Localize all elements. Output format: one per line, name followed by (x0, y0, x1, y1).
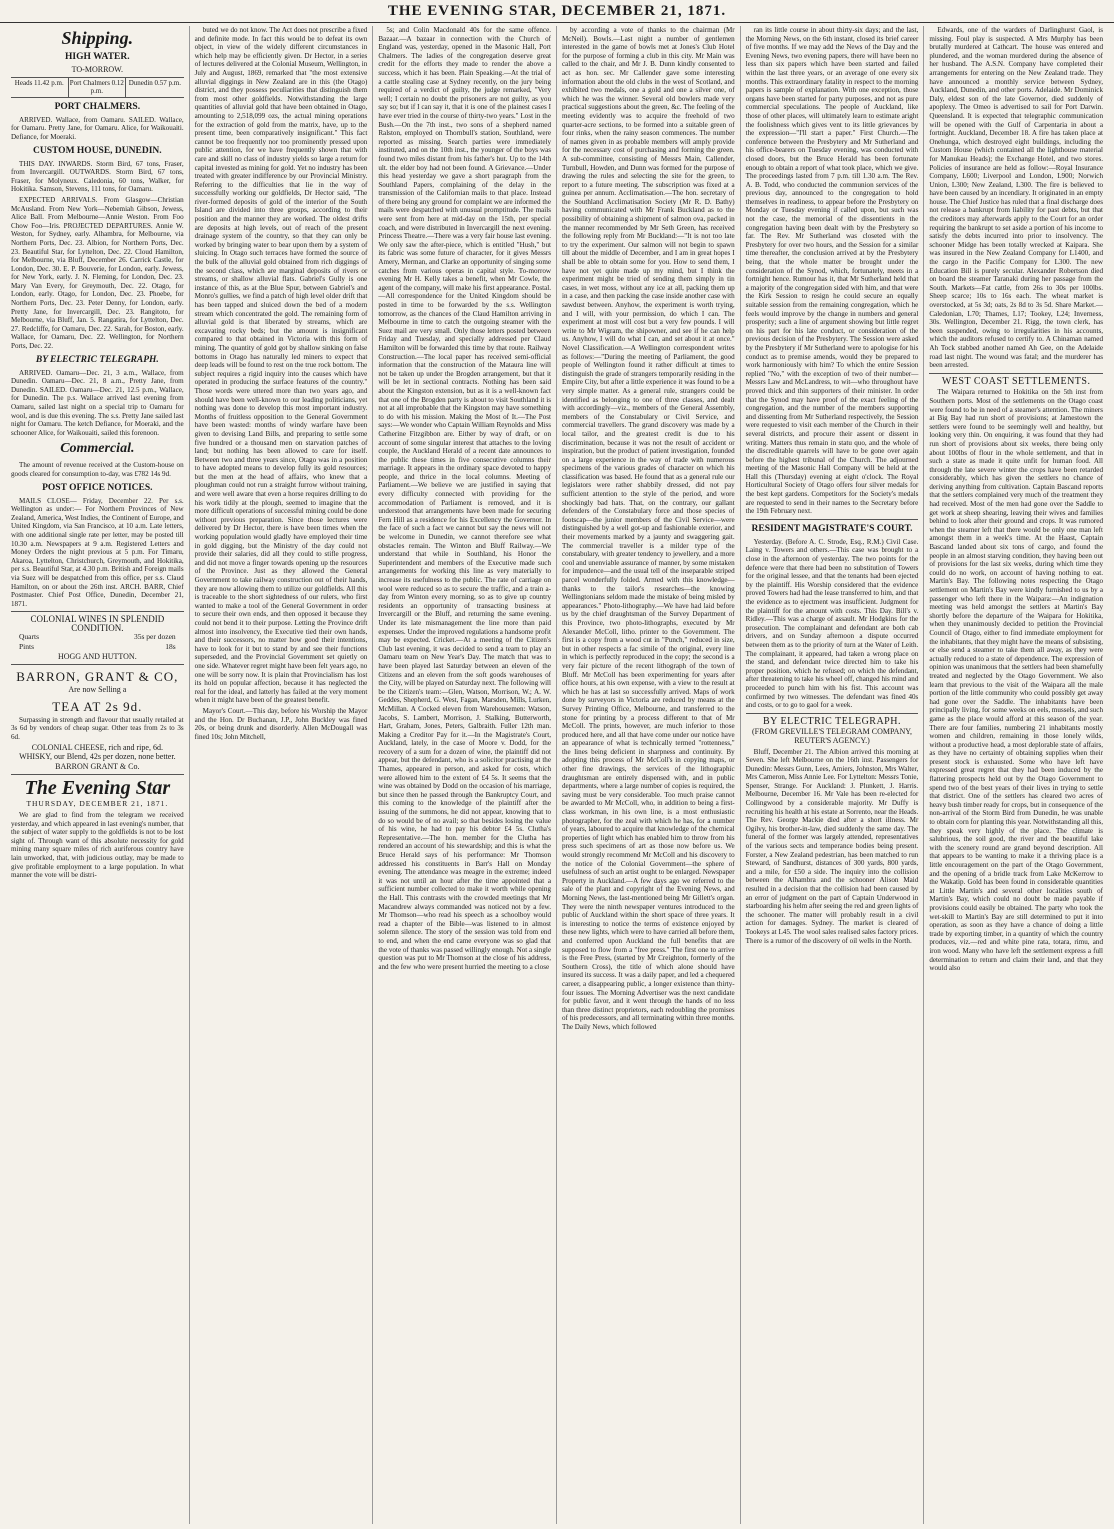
pints-label: Pints (19, 642, 35, 652)
editorial-continued: buted we do not know. The Act does not prescribe a fixed and definite mode. In fact this would be to defeat its own object, in view of the widely different circumstances in which help may be efficiently given. Dr Hector, in a series of lectures delivered at the Colonial Museum, Wellington, in July and August, 1869, remarked that "the most extensive alluvial diggings in New Zealand are in this (the Otago) district, and they possess peculiarities that distinguish them from most other goldfields. Notwithstanding the large quantities of alluvial gold that have been obtained in Otago, amounting to 2,518,099 ozs, the actual mining operations for the extraction of gold from the matrix, have, up to the present time, been comparatively insignificant." This fact cannot be too frequently nor too prominently pressed upon public attention, for we have frequently shown that with care and skill no class of industry yields so large a return for capital invested as mining for gold. Yet no industry has been treated with greater indifference by our Provincial Ministry. Referring to the difficulties that lie in the way of successfully working our goldfields, Dr Hector said, "The river-formed deposits of gold of the interior of the South Island are divided into three groups, according to their position and the manner they are worked. The oldest drifts are deposits at high levels, out of reach of the present drainage system of the country, so that they can only be worked by bringing water to bear upon them by a system of sluicing. In Otago such terraces have formed the source of the bulk of the alluvial gold obtained from rich diggings of the second class, which are marginal deposits of rivers or streams, or shallow alluvial flats. Gabriel's Gully is one instance of this, as at the Blue Spur, between Gabriel's and Monro's gullies, we find a patch of high level older drift that has been tapped and sluiced down the bed of a modern stream which concentrated the gold. The remaining form of alluvial gold is that liberated by streams, which are excavating rocky beds; but the amount is insignificant compared to that obtained in Victoria with this form of mining. The quantity of gold got by shallow sinking on false bottoms in Otago has naturally led miners to expect that deep leads will be found to rest on the true rock bottom. The subject requires a rigid inquiry into the causes which have operated in producing the surface features of the country." Those words were uttered more than two years ago, and should have been well-known to our leading politicians, yet nothing was done to develop this most important industry. Months of fruitless opposition to the General Government have been wasted: months of windy warfare have been given to devising Land Bills, and preparing to settle some five hundred or a thousand men on starvation patches of land; but nothing has been allowed to care for itself. Between two and three years since, Otago was in a position to have adopted means to develop fully its gold resources; but the men at the head of affairs, who knew that a ploughman could not run a straight furrow without training, and were well aware that even a horse requires drilling to do his work tidily at the plough, seemed to imagine that the more difficult operations of successful mining could be done without previous preparation. Since those lectures were delivered by Dr Hector, there is have been times when the working population would gladly have employed their time in gold digging, but the Ministry of the day could not provide their salaries, did all they could to stifle progress, and did not move a finger towards opening up the resources of the Province. Just as they allowed the General Government to take railway construction out of their hands, they are now allowing them to utilize our goldfields. All this is traceable to the short sightedness of our rulers, who first wanted to make a tool of the General Government in order to secure their own ends, and then opposed it because they could not bend it to their purpose. Letting the Province drift almost into insolvency, the Executive tied their own hands, and their successors, no matter how good their intentions, have to look for it but to stand by and see their functions superseded, and the Provincial Government set quietly on one side. Whatever regret might have been felt years ago, no one will be sorry now. It is plain that Provincialism has lost its hold on popular affection, because it has neglected the real for the ideal, and latterly has failed at the very moment when it might have been of the greatest benefit. (194, 26, 368, 705)
divider (11, 774, 184, 775)
commercial-text: The amount of revenue received at the Custom-house on goods cleared for consumption to-day, was £782 14s 9d. (11, 461, 184, 478)
local-news: 5s; and Colin Macdonald 40s for the same offence. Bazaar.—A bazaar in connection with the Church of England was, yesterday, opened in the Masonic Hall, Port Chalmers. The ladies of the congregation deserve great credit for the efforts they made to render the above a success, which it has been. Plain Speaking.—At the trial of a cattle stealing case at Sydney recently, on the jury being required of a verdict of guilty, the judge remarked, "Very well; I certain no doubt the prisoners are not guilty, as you say so; but if I can say it, that it is one of the plainest cases I have ever tried in the course of thirty-two years." Lost in the Bush.—On the 7th inst., two sons of a shepherd named Ralston, employed on Thornbull's station, Southland, were reported as missing. Search parties were immediately instituted, and on the 10th inst., the younger of the boys was found two miles distant from his father's hut. Up to the 14th ult. the elder boy had not been found. A Grievance.—Under this head yesterday we gave a short paragraph from the Southland Papers, complaining of the delay in the transmission of the Californian mails to that place. Instead of there being any ground for complaint we are informed the mails were despatched with unusual promptitude. The mails were sent from here at mid-day on the 15th, per special coach, and were distributed in Invercargill the next evening. Princess Theatre.—There was a very fair house last evening. We only saw the after-piece, which is entitled "Hush," but its fabric was some future of character, for it gives Messrs Amery, Merman, and Clarke an opportunity of singing some catches from various operas in capital style. To-morrow evening Mr H. Kelly takes a benefit, when Mr Cowle, the agent of the company, will make his first appearance. Postal.—All correspondence for the United Kingdom should be posted in time to be forwarded by the s.s. Wellington tomorrow, as the chances of the Claud Hamilton arriving in Melbourne in time to catch the outgoing steamer with the Suez mail are very small. Only those letters posted between Friday and Tuesday, and specially addressed per Claud Hamilton will be forwarded this time by that route. Railway Construction.—The local paper has received semi-official information that the construction of the Mataura line will not be taken up under the Brogden arrangement, but that it will be let in sectional contracts. Nothing has been said about the Kingston extension, but as it is a well-known fact that one of the Brogden party is about to visit Southland it is not at all improbable that the Kingston may have something to do with his mission. Making the Most of It.—The Post says:—We wonder who Captain William Reynolds and Miss Catherine Fitzgibbon are. Either by way of draft, or on account of some singular interest that attaches to the loving couple, the Auckland Herald of a recent date announces to the public these times in five consecutive columns their marriage. It appears in the ordinary space devoted to happy people, and thrice in the local columns. Meeting of Parliament.—We believe we are justified in saying that every difficulty connected with providing for the accommodation of Parliament is removed, and it is understood that arrangements have been made for securing Fern Hill as a residence for his Excellency the Governor. In the face of such a fact we cannot but say the news will not be welcome in Dunedin, we cannot therefore see what obstacles remain. The Winton and Bluff Railway.—We understand that while in Southland, his Honor the Superintendent and members of the Executive made such arrangements for working this line as very materially to increase its usefulness to the public. The rate of carriage on wool were reduced so as to secure the traffic, and a train a-day from Winton every morning, so as to give up country residents an opportunity of transacting business at Invercargill or the Bluff, and returning the same evening. Under its late mismanagement the line more than paid expenses. Under the improved regulations a handsome profit may be expected. Cricket.—At a meeting of the Citizen's Club last evening, it was decided to send a team to play an Oamaru team on New Year's Day. The match that was to have been played last Saturday between an eleven of the Citizens and an eleven from the soft goods warehouses of the City, will be played on Saturday next. The following will be the Citizen's team:—Glen, Watson, Morrison, W.; A. W. Geddes, Shepherd, G. West, Fagan, Marsden, Mills, Lurken, McMillan. A Cocked eleven from Warehousemen: Watson, Jacobs, S. Lambert, Morrison, J. Stalking, Butterworth, Hart, Graham, Jones, Peters, Galbraith. Fuller 12th man. Making a Creditor Pay for it.—In the Magistrate's Court, Auckland, lately, in the case of Moore v. Dodd, for the recovery of a sum for a dozen of wine, the plaintiff did not appear, but the defendant, who is a solicitor practising at the Thames, appeared in person, and asked for costs, which were allowed him to the extent of £4 5s. It seems that the wine was obtained by Dodd on the occasion of his marriage, but since then he passed through the Bankruptcy Court, and this coming to the knowledge of the plaintiff after the issuing of the summons, he did not appear, knowing that to do so would be of no avail; so that besides losing the value of his wine, he had to pay his debtor £4 5s. Clutha's Representative.—The hon. member for the Clutha has rendered an account of his stewardship; and this is what the Bruce Herald says of his performance: Mr Thomson addressed his constituents in Barr's Hall on Monday evening. The attendance was meagre in the extreme; indeed it was not until an hour after the time appointed that a sufficient number collected to make it worth while opening the Hall. This contrasts with the crowded meetings that Mr Macandrew always commanded was noticed not by a few. Mr Thomson—who read his speech as a schoolboy would read a chapter of the Bible—was listened to in almost solemn silence. The story of the session was told from end to end, and when the end came everyone was so glad that the vote of thanks was passed willingly enough. Not a single question was put to Mr Thomson at the close of his address, and the few who were present hurried the meeting to a close (378, 26, 551, 971)
selling-line: Are now Selling a (68, 685, 127, 695)
port-arrivals: ARRIVED. Wallace, from Oamaru. SAILED. Wallace, for Oamaru. Pretty Jane, for Oamaru. Alice, for Waikouaiti. Defiance, for Moeraki. (11, 115, 184, 141)
post-office-heading: POST OFFICE NOTICES. (42, 482, 153, 493)
column-5 (741, 26, 925, 1524)
local-news-continued: by according a vote of thanks to the chairman (Mr McNeil). Bowls.—Last night a number of gentlemen interested in the game of bowls met at Jones's Club Hotel for the purpose of forming a club in this city. Mr Main was called to the chair, and Mr J. B. Dunn kindly consented to act as hon. sec. Mr Callender gave some interesting information about the old clubs in the west of Scotland, and exhibited two medals, one a gold and one a silver one, of which he was the winner. Several old bowlers made very practical suggestions about the green, &c. The feeling of the meeting evidently was to acquire the freehold of two quarter-acre sections, to be formed into a suitable green of four rinks, when the rainy season commences. The number of names given in as probable members will amply provide for the necessary cost of purchasing and forming the green. A sub-committee, consisting of Messrs Main, Callender, Turnbull, Howden, and Dunn was formed for the purpose of drawing the rules and selecting the site for the green, to report to a future meeting. The subscription was fixed at a guinea per annum. Acclimatisation.—The hon. secretary of the Southland Acclimatisation Society (Mr R. D. Bathy) having communicated with Mr Frank Buckland as to the possibility of obtaining a shipment of salmon ova, packed in the manner recommended by Mr Seth Green, has received the following reply from Mr Buckland:—"It is not too late to try the experiment. Our salmon will not begin to spawn till about the middle of December, and I am in great hopes I shall be able to obtain some for you. How to send them, I have not yet quite made up my mind, but I think the experiment might be tried of sending them simply in tin cases, in wet moss, without any ice at all, packing them up in a case, and then packing the case inside another case with sawdust between. Anyhow, the experiment is worth trying, and I will, with your permission, do which I can. The experiment at most will cost but a very few pounds. I will write to Mr Wigram, the shipowner, and see if he can help us. Anyhow, I will do what I can, and set about it at once." Novel Classification.—A Wellington correspondent writes as follows:—"During the meeting of Parliament, the good people of Wellington found it rather difficult at times to distinguish the grade of strangers temporarily residing in the Empire City, but after a little experience it was found to be a very simple matter. As a general rule, strangers could be identified as belonging to one of three classes, and dealt with accordingly—viz., members of the General Assembly, members of the Constabulary or Civil Service, and commercial travellers. The grand discovery was made by a local tailor, and the greatest credit is due to his discrimination, because it was not the result of accident or inspiration, but the product of patient investigation, founded on a large experience in the way of trade with numerous specimens of the various grades of character on which his classification was based. He found that as a general rule our legislators were rather shabbily dressed, did not pay sufficient attention to the style of the period, and wore shockingly bad hats. That, on the contrary, our gallant defenders of the Constabulary force and those species of footscap—the junior members of the Civil Service—were distinguished by a well got-up and fashionable exterior, and their movements marked by a jaunty and swaggering gait. The commercial traveller is a milder type of the constabulary, with greater tendency to jewellery, and a more cool and unenviable assurance of manner, by some mistaken for impudence—and the usual tell of the inseparable striped parcel wonderfully folded. Armed with this knowledge—thanks to the tailor's researches—the knowing Wellingtonians seldom made the mistake of being misled by appearances." Photo-lithography.—We have had laid before us by the chief draughtsman of the Survey Department of this Province, two photo-lithographs, executed by Mr Alexander McColl, litho. printer to the Government. The first is a copy from a wood cut in "Punch," reduced in size, but in other respects a fac simile of the original, every line in which is perfectly reproduced in the copy; the second is a very fair picture of the recent lithograph of the town of Bluff. Mr McColl has been experimenting for years after office hours, at his own expense, with a view to the result at which he has at last so successfully arrived. Maps of work done by surveyors in Victoria are reduced by means at the Survey Printing Office, Melbourne, and transferred to the stone for printing by a process different to that of Mr McColl. The prints, however, are much inferior to those produced here, and all that have come under our notice have an appearance of what is technically termed "rottenness," the lines being deficient in sharpness and continuity. By adopting this process of Mr McColl's in copying maps, or other fine drawings, the services of the lithographic draughtsman are entirely dispensed with, and in public departments, where a large number of copies is required, the saving must be very considerable. Too much praise cannot be awarded to Mr McColl, who, in addition to being a first-class workman, in his own line, is a most enthusiastic photographer, for the zeal with which he has, for a number of years, laboured to acquire that knowledge of the chemical properties of light which has enabled him to throw from his press such specimens of art as those now before us. We would strongly recommend Mr McColl and his discovery to the notice of the Colonial Government—the sphere of usefulness of such an artist ought to be enlarged. Newspaper Property in Auckland.—A few days ago we referred to the sale of the plant and copyright of the Evening News, and Morning News, the last-mentioned being Mr Gillett's organ. They were the ninth newspaper ventures introduced to the public of Auckland within the short space of three years. It is interesting to notice the terms of existence enjoyed by these new lights, which were to have carried all before them, and conferred upon Auckland the full benefits that are supposed to flow from a "free press." The first one to arrive is the Free Press, (started by Mr Creighton, formerly of the Southern Cross), the title of which alone should have insured its success. It was a daily paper, and led a chequered career, a disappearing public, a longer existence than thirty-four issues. The Morning Advertiser was the next candidate for public favor, and it went through the hands of no less than three distinct proprietors, each redoubling the promises of his predecessors, and all terminating within three months. The Daily News, which followed (562, 26, 735, 1031)
divider (929, 373, 1103, 374)
column-3 (373, 26, 557, 1524)
quarts-price: 35s per dozen (134, 632, 176, 642)
court-text: Yesterday. (Before A. C. Strode, Esq., R.M.) Civil Case. Laing v. Towers and others.—This case was brought to a close in the afternoon of yesterday. The two points for the defence were that there had been no substitution of Towers for the original lessee, and that the tenants had been ejected by the plaintiff. His Worship considered that the evidence proved Towers had had the lease transferred to him, and that the evidence as to ejectment was insufficient. Judgment for the plaintiff for the amount with costs. This Day. Bill's v. Ridley.—This was a charge of assault. Mr Hodgkins for the prosecution. The complainant and defendant are both cab drivers, and on Sunday afternoon a dispute occurred between them as to the priority of turn at the Water of Leith. The complainant, it appeared, had taken a wrong place on the stand, and defendant twice directed him to take his proper position, which he refused; on which the defendant, after threatening to take his wheel off, changed his mind and proceeded to punch him with his fist. This account was confirmed by two witnesses. The defendant was fined 40s and costs, or to go to gaol for a week. (745, 537, 919, 710)
cheese-ad: COLONIAL CHEESE, rich and ripe, 6d. (31, 742, 163, 752)
column-2 (190, 26, 374, 1524)
telegraph-text-2: Bluff, December 21. The Albion arrived this morning at Seven. She left Melbourne on the 16th inst. Passengers for Dunedin: Messrs Gunn, Lees, Amiers, Johnston, Mrs Walter, Mrs Cameron, Miss Annie Lee. For Lyttelton: Messrs Tonie, Spenser, Strange. For Auckland: J. Plunkett, J. Harris. Melbourne, December 16. Mr Vale has been re-elected for Collingwood by a considerable majority. Mr Duffy is recruiting his health at his estate at Sorrento, near the Heads. The Rev. George Mackie died after a short illness. Mr Ogilvy, his brother-in-law, died suddenly the same day. The funeral of the former was largely attended, representatives of the various sects and temperance bodies being present. Forster, a New Zealand pedestrian, has been matched to run Steward, of Sandhurst, distances of 300 yards, 800 yards, and a mile, for £50 a side. The inquiry into the collision between the Alhambra and the schooner Alison Maid resulted in a decision that the collision had been caused by an error of judgment on the part of Captain Underwood in starboarding his helm after seeing the red and green lights of the schooner. The matter will probably result in a civil action for damages. Sydney. The market is cleared of Tookeys at L45. The wool sales realised sales factory prices. There is a rumor of the discovery of oil wells in the North. (745, 747, 919, 945)
divider (11, 664, 184, 665)
west-coast-heading: WEST COAST SETTLEMENTS. (941, 375, 1091, 387)
west-coast-text: The Waipara returned to Hokitika on the 5th inst from Southern ports. Most of the settlements on the Otago coast were found to be in need of a steamer's attention. The miners at Big Bay had run short of provisions; at Jamestown the settlers were found to be seemingly well and healthy, but looking very thin. On enquiring, it was found that they had run short of provisions about six weeks, there being only about 100lbs of flour in the whole settlement, and that in such a state as made it quite unfit for human food. All through the late severe winter the crops have been retarded considerably, which has given the settlers no chance of deriving anything from cultivation. Captain Bascand reports that the settlers complained very much of the treatment they had received. Most of the men had gone over the Saddle to get work at sheep shearing, leaving their wives and families behind to look after their ground and crops. It was rumored when the steamer left that there would be only one man left amongst them in a week's time. At the Haast, Captain Bascand landed about six tons of cargo, and found the people in an almost starving condition, they having been out of provisions for the last six weeks, during which time they could do no work, on account of having nothing to eat. Martin's Bay. The following notes respecting the Otago settlement on Martin's Bay were kindly furnished to us by a passenger who left there in the Waipara:—An indignation meeting was held amongst the settlers at Martin's Bay shortly before the departure of the Waipara for Hokitika, when they unanimously decided to petition the Provincial Council of Otago, either to find immediate employment for the inhabitants, that they might have the means of subsisting, or else send a steamer to take them all away, as they were actually reduced to a state of dependence. The expression of opinion was unanimous that the settlers had been shamefully treated and neglected by the Otago Government. We also learn that previous to the visit of the Waipara all the male portion of the little community who could possibly get away had gone over the Saddle. The inhabitants have been principally living, for some weeks on eels, mussels, and such game as the place would afford at this season of the year. There are four families, numbering 21 inhabitants mostly women and children, remaining in those lonely wilds, without a productive head, a most deplorable state of affairs, as they have no certainty of obtaining supplies when their present stock is exhausted. Some who have left have expressed great regret that they had been induced by the flattering prospects held out by the Otago Government to spend two of the best years of their lives in trying to settle that district. One of the settlers has cleared two acres of heavy bush timber ready for crops, but in consequence of the non-arrival of the Storm Bird from Dunedin, he was unable to obtain corn for planting this year. Notwithstanding all this, they speak very highly of the place. The climate is salubrious, the soil good, the river and the beautiful lake with the scenery round are grand beyond description. All that appears to be wanting to make it a thriving place is a little encouragement on the part of the Otago Government, and the opening of a bridle track from Lake McKerrow to the Wakatip. Gold has been found in considerable quantities at Little Martin's and several other localities south of Martin's Bay, which could no doubt be made payable if provisions could easily be obtained. The party who took the wet-skill to Martin's Bay are still determined to put it into operation, as soon as they have a chance of doing a little trade by exporting timber, in a quantity of which the country produces, viz.—red and white pine rata, totara, rimu, and iron wood. Many who have left the settlement express a full determination to return and claim their land, and that they would also (929, 388, 1103, 973)
church-news: ran its little course in about thirty-six days; and the last, the Morning News, on the 6th instant, closed its brief career of five months. If we may add the News of the Day and the Evening News, two evening papers, there will have been no less than six papers which have been started and failed within the last three years, or an average of one every six months. This extraordinary fatality in respect to the morning papers is sample of explanation. With one exception, those organs have been started for party purposes, and not as pure commercial speculations. The people of Auckland, like those of other places, will ultimately learn to estimate aright the foolishness which gives vent to its little grievances by the expression—"I'll start a paper." First Church.—The conference between the Presbytery and Mr Sutherland and his office-bearers on Tuesday evening, was conducted with closed doors, but the Bruce Herald has been fortunate enough to obtain a report of what took place, which we give. The proceedings lasted from 7 p.m. till 1.30 a.m. The Rev. A. B. Todd, who conducted the communion services of the previous day, announced to the congregation to hold themselves in readiness, to appear before the Presbytery on Monday or Tuesday evening if called upon, but such was not the case, the memorial of the dissentients in the congregation having been dealt with by the Presbytery so far. The Rev. Mr Sutherland was closeted with the Presbytery for over two hours, and the Session for a similar time thereafter, the conclusion arrived at by the Presbytery being, that the whole matter be brought under the consideration of the Synod, which, fortunately, meets in a fortnight hence. Rumour has it, that Mr Sutherland held that a majority of the congregation sided with him, and that were the Kirk Session to resign he could secure an equally suitable session from the remaining congregation, which he feels would improve by the change in numbers and general prosperity; such a line of argument showing but little regret on his part for his late conduct, or consideration of the previous decision of the Presbytery. The Session were asked by the Presbytery if Mr Sutherland were to apologise for his conduct as to premise amends, would they be prepared to work harmoniously with him? To which the entire Session replied "No," with the exception of two of their number—Messrs Law and McLandress, to wit—who throughout have proved thick and thin supporters of their minister. In order that the Synod may have proof of the exact feeling of the congregation, and the number of the members supporting and dissenting from Mr Sutherland respectively, the Session were requested to visit each member of the Church in their several districts, and procure their assent or dissent in writing. Matters thus remain in statu quo, and the whole of the discreditable quarrels will have to be gone over again before the highest tribunal of the Church. The adjourned meeting of the Masonic Hall Company will be held at the Hall this (Thursday) evening at eight o'clock. The Royal Horticultural Society of Otago offers four silver medals for the best kept gardens. Competitors for the Society's medals are requested to send in their names to the Secretary before the 19th February next. (745, 26, 919, 516)
tide-port-chalmers: Port Chalmers 0.12 p.m. (69, 78, 127, 97)
tea-text: Surpassing in strength and flavour that usually retailed at 3s 6d by vendors of cheap sugar. Other teas from 2s to 3s 6d. (11, 715, 184, 742)
high-water-heading: HIGH WATER. (65, 52, 130, 62)
newspaper-columns (6, 26, 1108, 1524)
port-chalmers-heading: PORT CHALMERS. (54, 101, 141, 112)
barron-signature: BARRON GRANT & Co. (55, 761, 140, 771)
commercial-title: Commercial. (60, 441, 135, 457)
whisky-ad: WHISKY, our Blend, 42s per dozen, none better. (19, 752, 176, 762)
intercolonial-news: Edwards, one of the warders of Darlinghurst Gaol, is missing. Foul play is suspected. A Mrs Murphy has been brutally murdered at Cathcart. The house was entered and plundered, and the woman murdered during the absence of her husband. The A.S.N. Company have completed their arrangements for entering on the New Zealand trade. They have announced a monthly service between Sydney, Auckland, Dunedin, and other ports. Adelaide. Mr Dominick Daly, eldest son of the late Governor, died suddenly of apoplexy. The Omeo is advertised to sail for Port Darwin. Queensland. It is expected that telegraphic communication will be opened with the Gulf of Carpentaria in about a fortnight. Auckland, December 18. A fire has taken place at Onehunga, which destroyed eight buildings, including the Custom House (which contained all the lighthouse material for Manukau Heads); the Exchange Hotel, and two stores. Policies of insurance are held as follow:—Royal Insurance Company, L600; Liverpool and London, L900; Norwich Union, L300; New Zealand, L300. The fire is believed to have been caused by an incendiary. It originated in an empty house. The Chief Justice has ruled that a final discharge does not release a bankrupt from liability for past debts, but that the creditors may afterwards apply to the Court for an order requiring the bankrupt to set aside a portion of his income to satisfy the debts incurred into prior to insolvency. The schooner Midge has been totally wrecked at Kaipara. She was insured in the New Zealand Company for L1400, and the cargo in the Pacific Company for L300. The new Education Bill is purely secular. Alexander Robertson died on board the steamer Taranaki during her passage from the South. Markets—Fat cattle, from 26s to 30s per 100lbs. Sheep scarce; 10s to 16s each. The wheat market is overstocked, at 5s 3d; oats, 2s 8d to 3s 5d. Share Market.—Caledonian, L70; Thames, L17; Tookey, L24; Inverness, 30s. Wellington, December 21. Rigg, the town clerk, has been suspended, owing to irregularities in his accounts, which the auditors refused to certify to. A Chinaman named Ah Tock stabbed another named Ah Gee, on the Adelaide road last night. The wound was fatal; and the murderer has been arrested. (929, 26, 1103, 370)
column-6 (924, 26, 1108, 1524)
editorial-start: We are glad to find from the telegram we received yesterday, and which appeared in last evening's number, that the subject of water supply to the goldfields is not to be lost sight of. Through want of this absolute necessity for gold mining many square miles of rich auriferous country have lain unworked, that, with judicious outlay, may be made to give profitable employment to a large population. In what manner the vote will be distri- (11, 811, 184, 880)
telegraph-heading-1: BY ELECTRIC TELEGRAPH. (35, 354, 159, 365)
evening-star-title: The Evening Star (24, 777, 171, 800)
quarts-label: Quarts (19, 632, 39, 642)
divider (746, 519, 919, 520)
customs-text: THIS DAY. INWARDS. Storm Bird, 67 tons, Fraser, from Invercargill. OUTWARDS. Storm Bird, 67 tons, Fraser, for Molyneux. Caledonia, 60 tons, Walker, for Hokitika. Samson, Stevens, 111 tons, for Oamaru. (11, 159, 184, 194)
mayors-court: Mayor's Court.—This day, before his Worship the Mayor and the Hon. Dr Buchanan, J.P., John Buckley was fined 20s, or being drunk and disorderly. Allen McDougall was fined 10s; John Mitchell, (194, 706, 368, 741)
column-1 (6, 26, 190, 1524)
hogg-hutton: HOGG AND HUTTON. (57, 651, 137, 661)
shipping-title: Shipping. (61, 28, 134, 48)
divider (11, 611, 184, 612)
telegraph-text-1: ARRIVED. Oamaru—Dec. 21, 3 a.m., Wallace, from Dunedin. Oamaru—Dec. 21, 8 a.m., Pretty Jane, from Dunedin. SAILED. Oamaru—Dec. 21, 12.5 p.m., Wallace, for Dunedin. The p.s. Wallace arrived last evening from Oamaru, sailed last night on a special trip to Oamaru for wool, and is due this evening. The s.s. Pretty Jane sailed last night for Oamaru. The ketch Defiance, for Moeraki, and the schooner Alice, for Waikouaiti, sailed this forenoon. (11, 368, 184, 437)
telegraph-heading-2: BY ELECTRIC TELEGRAPH. (763, 715, 901, 727)
tide-table (11, 77, 184, 98)
tomorrow-label: TO-MORROW. (71, 65, 123, 74)
column-4 (557, 26, 741, 1524)
barron-grant-ad: BARRON, GRANT & CO, (16, 669, 179, 685)
quarts-price-row (19, 633, 176, 642)
pints-price-row (19, 643, 176, 652)
issue-date: THURSDAY, DECEMBER 21, 1871. (26, 799, 169, 809)
pints-price: 18s (165, 642, 176, 652)
telegraph-source: (FROM GREVILLE'S TELEGRAM COMPANY, REUTER'S AGENCY.) (752, 727, 912, 745)
customs-heading: CUSTOM HOUSE, DUNEDIN. (33, 145, 162, 156)
tea-price: TEA AT 2s 9d. (52, 698, 143, 714)
tide-heads: Heads 11.42 p.m. (11, 78, 69, 97)
masthead: THE EVENING STAR, DECEMBER 21, 1871. (0, 0, 1114, 23)
expected-arrivals: EXPECTED ARRIVALS. From Glasgow—Christian McAusland. From New York—Nebemiah Gibson, Jewess, Alice Ball. From Melbourne—Annie Weston. From Foo Chow Foo—Iris. PROJECTED DEPARTURES. Annie W. Weston, for Sydney, early. Alhambra, for Melbourne, via Northern Ports, Dec. 23. Albion, for Northern Ports, Dec. 23. Beautiful Star, for Lyttelton, Dec. 22. Cloud Hamilton, for Melbourne, via Bluff, December 26. Carrick Castle, for London, Dec. 30. E. P. Bouverie, for London, early. Jewess, for New York, early. J. N. Fleming, for London, Dec. 23. Mary Van Every, for Greymouth, Dec. 22. Otago, for London, early. Otago, for London, Dec. 23. Phoebe, for Northern Ports, Dec. 23. Peter Denny, for London, early. Pretty Jane, for Invercargill, Dec. 23. Rangitoto, for Melbourne, via Bluff, Jan. 5. Rangatira, for Lyttelton, Dec. 27. Redcliffe, for Oamaru, Dec. 22. Sarah, for Boston, early. Wallace, for Oamaru, Dec. 22. Wellington, for Northern Ports, Dec. 22. (11, 195, 184, 351)
court-heading: RESIDENT MAGISTRATE'S COURT. (751, 523, 913, 534)
divider (746, 713, 919, 714)
tide-dunedin: Dunedin 0.57 p.m. (128, 78, 182, 87)
post-office-text: MAILS CLOSE— Friday, December 22. Per s.s. Wellington as under:— For Northern Provinces of New Zealand, America, West Indies, the Continent of Europe, and United Kingdom, via San Francisco, at 10 a.m. Late letters, with one additional single rate per letter, may be posted till 10.30 a.m. Newspapers at 9 a.m. Registered Letters and Money Orders the night previous at 5 p.m. For Timaru, Akaroa, Lyttelton, Christchurch, Greymouth, and Hokitika, per s.s. Beautiful Star, at 4.30 p.m. British and Foreign mails via Suez will be despatched from this office, per s.s. Claud Hamilton, on or about the 26th inst. ARCH. BARR, Chief Postmaster. Chief Post Office, Dunedin, December 21, 1871. (11, 496, 184, 608)
wines-ad: COLONIAL WINES IN SPLENDID CONDITION. (30, 614, 165, 633)
